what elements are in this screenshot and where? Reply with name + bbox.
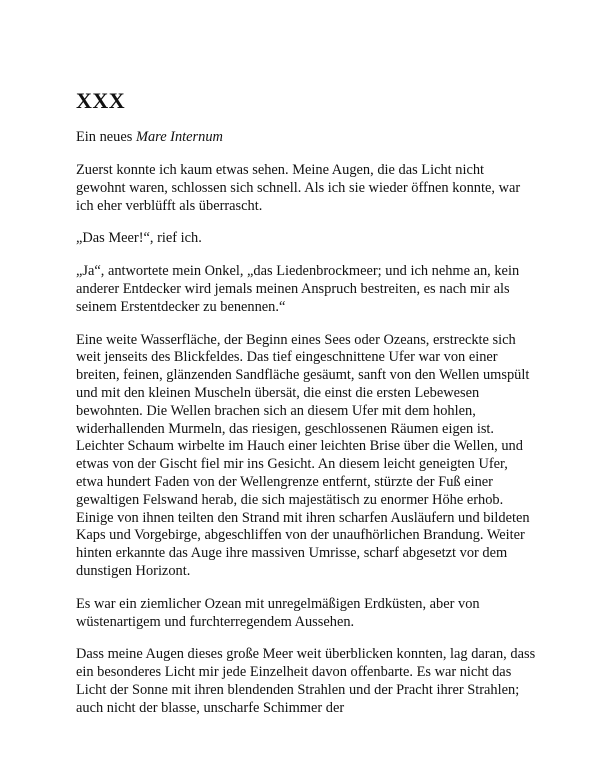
page-content [76, 88, 536, 733]
chapter-title: XXX [76, 88, 126, 113]
paragraph: Dass meine Augen dieses große Meer weit überblicken konnten, lag daran, dass ein besonderes Licht mir jede Einzelheit davon offenbarte. Es war nicht das Licht der Sonne mit ihren blendenden Strahlen und der Pracht ihrer Strahlen; auch nicht der blasse, unscharfe Schimmer der [76, 646, 536, 716]
chapter-subtitle [76, 128, 536, 146]
subtitle-italic: Mare Internum [135, 129, 223, 145]
paragraph: „Ja“, antwortete mein Onkel, „das Liedenbrockmeer; und ich nehme an, kein anderer Entdecker wird jemals meinen Anspruch bestreiten, es nach mir als seinem Erstentdecker zu benennen.“ [76, 263, 520, 315]
paragraph: Eine weite Wasserfläche, der Beginn eines Sees oder Ozeans, erstreckte sich weit jenseits des Blickfeldes. Das tief eingeschnittene Ufer war von einer breiten, feinen, glänzenden Sandfläche gesäumt, sanft von den Wellen umspült und mit den kleinen Muscheln übersät, die einst die ersten Lebewesen bewohnten. Die Wellen brachen sich an diesem Ufer mit dem hohlen, widerhallenden Murmeln, das riesigen, geschlossenen Räumen eigen ist. Leichter Schaum wirbelte im Hauch einer leichten Brise über die Wellen, und etwas von der Gischt fiel mir ins Gesicht. An diesem leicht geneigten Ufer, etwa hundert Faden von der Wellengrenze entfernt, stürzte der Fuß einer gewaltigen Felswand herab, die sich majestätisch zu enormer Höhe erhob. Einige von ihnen teilten den Strand mit ihren scharfen Ausläufern und bildeten Kaps und Vorgebirge, abgeschliffen von der unaufhörlichen Brandung. Weiter hinten erkannte das Auge ihre massiven Umrisse, scharf abgesetzt vor dem dunstigen Horizont. [76, 331, 530, 579]
paragraph: Es war ein ziemlicher Ozean mit unregelmäßigen Erdküsten, aber von wüstenartigem und furchterregendem Aussehen. [76, 595, 480, 630]
subtitle-prefix: Ein neues [76, 129, 136, 145]
paragraph: Zuerst konnte ich kaum etwas sehen. Meine Augen, die das Licht nicht gewohnt waren, schlossen sich schnell. Als ich sie wieder öffnen konnte, war ich eher verblüfft als überrascht. [76, 162, 521, 214]
paragraph: „Das Meer!“, rief ich. [76, 230, 202, 247]
